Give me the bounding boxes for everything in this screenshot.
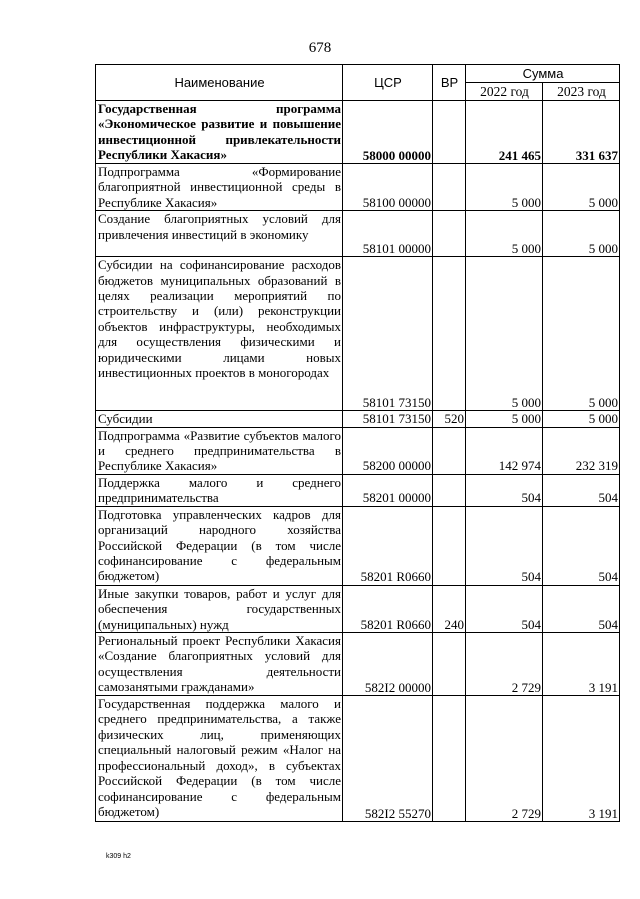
row-2022-amount: 241 465: [466, 101, 543, 164]
row-2023-amount: 504: [543, 506, 620, 585]
table-row: [96, 257, 620, 411]
row-csr: 58200 00000: [343, 427, 433, 474]
row-2022-amount: 5 000: [466, 164, 543, 211]
row-vr: [433, 257, 466, 411]
row-2023-amount: 232 319: [543, 427, 620, 474]
row-2022-amount: 2 729: [466, 633, 543, 696]
row-2023-amount: 5 000: [543, 164, 620, 211]
page-number: 678: [308, 40, 332, 56]
table-row: [96, 506, 620, 585]
row-name: Поддержка малого и среднего предпринимательства: [96, 474, 343, 506]
row-2022-amount: 504: [466, 506, 543, 585]
row-vr: [433, 506, 466, 585]
row-2022-amount: 5 000: [466, 211, 543, 257]
header-vr: ВР: [433, 65, 466, 101]
row-2023-amount: 3 191: [543, 633, 620, 696]
row-2023-amount: 504: [543, 474, 620, 506]
row-name: Создание благоприятных условий для привлечения инвестиций в экономику: [96, 211, 343, 257]
row-vr: 520: [433, 411, 466, 427]
row-vr: [433, 427, 466, 474]
row-vr: [433, 633, 466, 696]
row-csr: 58100 00000: [343, 164, 433, 211]
row-2022-amount: 5 000: [466, 257, 543, 411]
header-csr: ЦСР: [343, 65, 433, 101]
footer-code: k309 h2: [106, 853, 131, 860]
row-vr: [433, 164, 466, 211]
row-name: Иные закупки товаров, работ и услуг для обеспечения государственных (муниципальных) нужд: [96, 585, 343, 632]
row-csr: 58201 R0660: [343, 506, 433, 585]
row-2023-amount: 504: [543, 585, 620, 632]
table-row: [96, 633, 620, 696]
row-2023-amount: 331 637: [543, 101, 620, 164]
row-name: Региональный проект Республики Хакасия «Создание благоприятных условий для осуществления деятельности самозанятыми гражданами»: [96, 633, 343, 696]
table-row: [96, 474, 620, 506]
row-csr: 582I2 55270: [343, 696, 433, 822]
table-row: [96, 411, 620, 427]
table-row: [96, 211, 620, 257]
row-name: Государственная поддержка малого и среднего предпринимательства, а также физических лиц, применяющих специальный налоговый режим «Налог на профессиональный доход», в субъектах Российской Федерации (в том числе софинансирование с федеральным бюджетом): [96, 696, 343, 822]
row-csr: 58101 73150: [343, 257, 433, 411]
row-name: Субсидии на софинансирование расходов бюджетов муниципальных образований в целях реализации мероприятий по строительству и (или) реконструкции объектов инфраструктуры, необходимых для осуществления физическими и юридическими лицами новых инвестиционных проектов в моногородах: [96, 257, 343, 411]
table-row: [96, 427, 620, 474]
row-vr: [433, 474, 466, 506]
row-vr: [433, 696, 466, 822]
row-2022-amount: 504: [466, 474, 543, 506]
row-name: Подпрограмма «Формирование благоприятной инвестиционной среды в Республике Хакасия»: [96, 164, 343, 211]
budget-table: [95, 64, 620, 822]
header-year-2022: 2022 год: [466, 83, 543, 101]
row-2022-amount: 5 000: [466, 411, 543, 427]
row-2023-amount: 5 000: [543, 211, 620, 257]
row-2022-amount: 142 974: [466, 427, 543, 474]
row-2023-amount: 5 000: [543, 411, 620, 427]
row-2022-amount: 2 729: [466, 696, 543, 822]
header-sum: Сумма: [466, 65, 620, 83]
row-name: Подготовка управленческих кадров для организаций народного хозяйства Российской Федерации (в том числе софинансирование с федеральным бюджетом): [96, 506, 343, 585]
header-name: Наименование: [96, 65, 343, 101]
row-name: Подпрограмма «Развитие субъектов малого и среднего предпринимательства в Республике Хакасия»: [96, 427, 343, 474]
table-row: [96, 164, 620, 211]
row-name: Государственная программа «Экономическое развитие и повышение инвестиционной привлекательности Республики Хакасия»: [96, 101, 343, 164]
table-row: [96, 585, 620, 632]
row-csr: 58000 00000: [343, 101, 433, 164]
table-row: [96, 101, 620, 164]
row-2023-amount: 3 191: [543, 696, 620, 822]
row-csr: 58201 R0660: [343, 585, 433, 632]
row-csr: 58101 00000: [343, 211, 433, 257]
row-vr: 240: [433, 585, 466, 632]
row-vr: [433, 101, 466, 164]
row-csr: 582I2 00000: [343, 633, 433, 696]
row-2022-amount: 504: [466, 585, 543, 632]
row-2023-amount: 5 000: [543, 257, 620, 411]
table-row: [96, 696, 620, 822]
row-vr: [433, 211, 466, 257]
row-csr: 58101 73150: [343, 411, 433, 427]
row-name: Субсидии: [96, 411, 343, 427]
row-csr: 58201 00000: [343, 474, 433, 506]
header-year-2023: 2023 год: [543, 83, 620, 101]
